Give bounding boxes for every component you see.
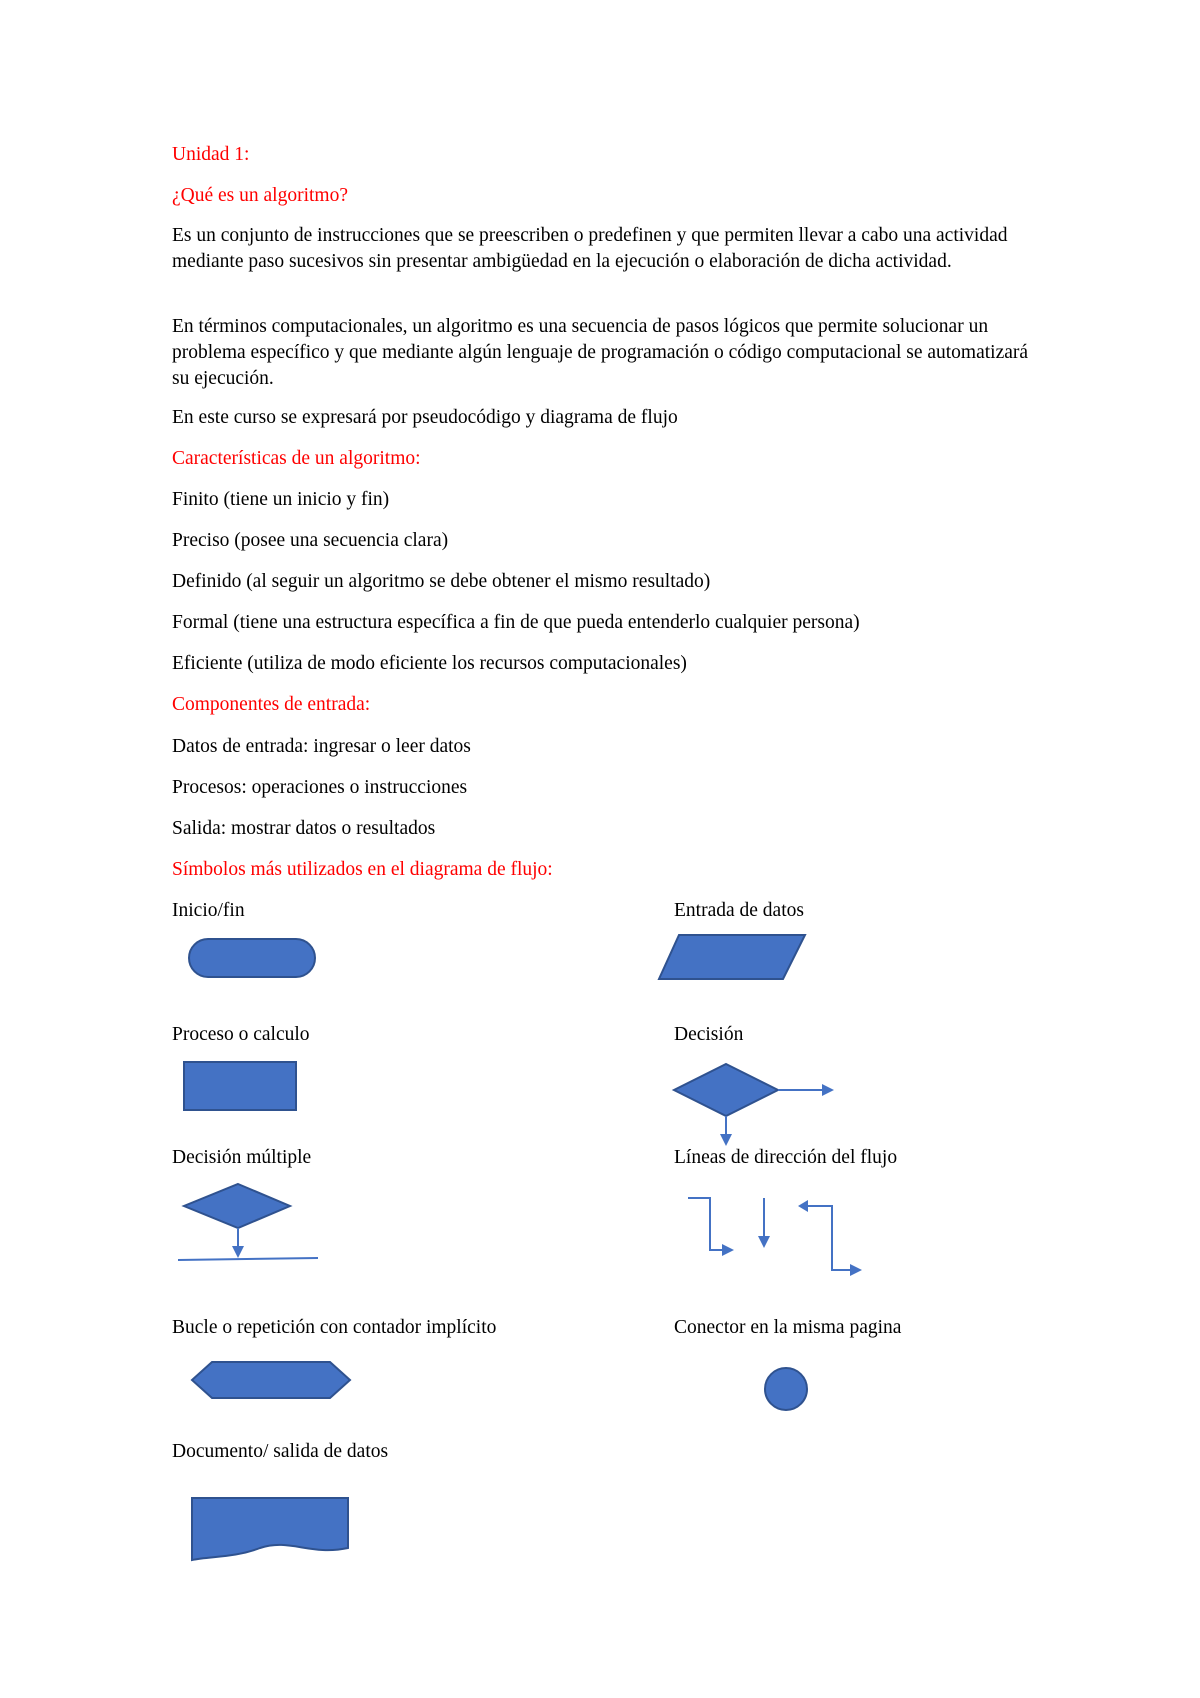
- question-heading: ¿Qué es un algoritmo?: [172, 185, 348, 206]
- component-item: Salida: mostrar datos o resultados: [172, 818, 436, 839]
- unit-heading: Unidad 1:: [172, 144, 250, 165]
- characteristic-item: Definido (al seguir un algoritmo se debe obtener el mismo resultado): [172, 571, 711, 592]
- loop-hexagon-shape: [190, 1360, 360, 1404]
- symbol-label-proceso: Proceso o calculo: [172, 1024, 310, 1045]
- symbol-label-documento: Documento/ salida de datos: [172, 1441, 389, 1462]
- symbol-label-decision: Decisión: [674, 1024, 744, 1045]
- component-item: Procesos: operaciones o instrucciones: [172, 777, 468, 798]
- components-heading: Componentes de entrada:: [172, 694, 371, 715]
- paragraph-definition: Es un conjunto de instrucciones que se preescriben o predefinen y que permiten llevar a cabo una actividad mediante paso sucesivos sin presentar ambigüedad en la ejecución o elaboración de dicha actividad.: [172, 225, 1008, 272]
- characteristic-item: Eficiente (utiliza de modo eficiente los recursos computacionales): [172, 653, 687, 674]
- document-shape: [190, 1496, 356, 1566]
- characteristic-item: Preciso (posee una secuencia clara): [172, 530, 449, 551]
- flow-lines-arrows-shape: [680, 1190, 870, 1280]
- symbol-label-entrada-datos: Entrada de datos: [674, 900, 804, 921]
- process-rectangle-shape: [182, 1060, 302, 1116]
- characteristic-item: Finito (tiene un inicio y fin): [172, 489, 390, 510]
- terminator-shape: [185, 935, 325, 985]
- symbol-label-lineas-flujo: Líneas de dirección del flujo: [674, 1147, 898, 1168]
- characteristic-item: Formal (tiene una estructura específica a fin de que pueda entenderlo cualquier persona): [172, 612, 860, 633]
- multiple-decision-shape: [176, 1182, 326, 1270]
- symbol-label-inicio-fin: Inicio/fin: [172, 900, 245, 921]
- characteristics-heading: Características de un algoritmo:: [172, 448, 421, 469]
- decision-diamond-shape: [672, 1062, 842, 1150]
- connector-circle-shape: [762, 1365, 814, 1417]
- symbol-label-decision-multiple: Decisión múltiple: [172, 1147, 312, 1168]
- symbol-label-conector: Conector en la misma pagina: [674, 1317, 902, 1338]
- data-input-parallelogram-shape: [655, 933, 815, 983]
- symbols-heading: Símbolos más utilizados en el diagrama de flujo:: [172, 859, 553, 880]
- paragraph-computational: En términos computacionales, un algoritmo es una secuencia de pasos lógicos que permite solucionar un problema específico y que mediante algún lenguaje de programación o código computacional se automatizará su ejecución.: [172, 316, 1029, 389]
- paragraph-course: En este curso se expresará por pseudocódigo y diagrama de flujo: [172, 407, 678, 428]
- symbol-label-bucle: Bucle o repetición con contador implícito: [172, 1317, 497, 1338]
- component-item: Datos de entrada: ingresar o leer datos: [172, 736, 471, 757]
